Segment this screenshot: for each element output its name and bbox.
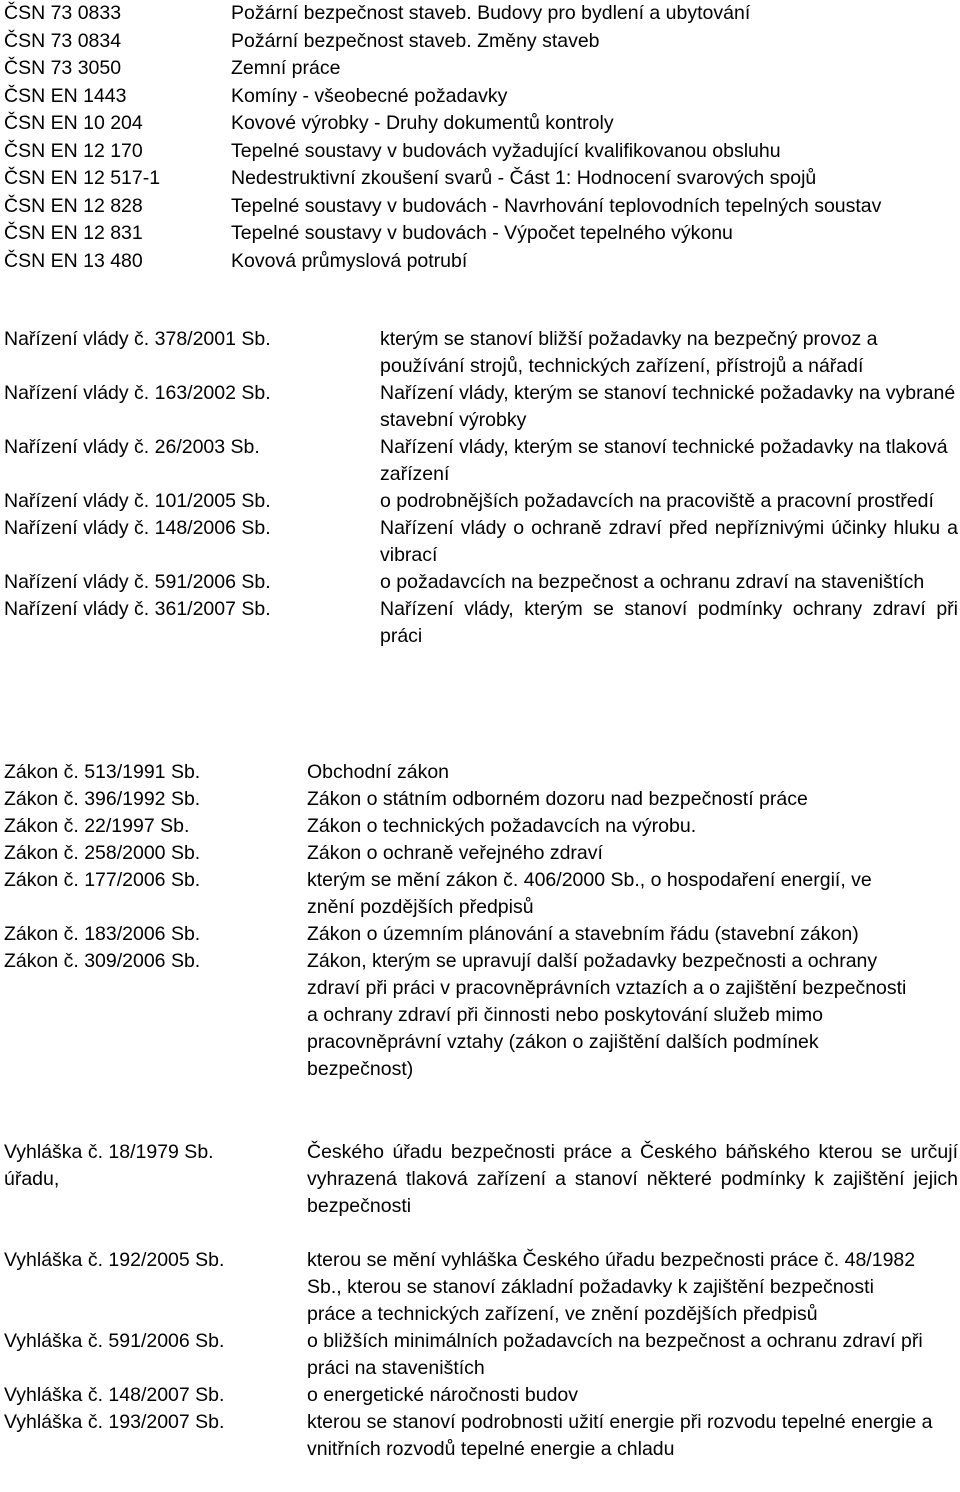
list-item [4,1247,960,1328]
law-code: Zákon č. 183/2006 Sb. [4,923,201,945]
decrees-list [4,1139,960,1463]
list-item [4,193,960,221]
regulation-code: Nařízení vlády č. 361/2007 Sb. [4,598,271,620]
decree-code-continuation: úřadu, [4,1168,60,1190]
standard-title: Požární bezpečnost staveb. Budovy pro bydlení a ubytování [231,2,751,24]
standard-code: ČSN EN 12 831 [4,222,143,244]
csn-standards-list [4,0,960,275]
law-code: Zákon č. 396/1992 Sb. [4,788,201,810]
decree-code [4,1139,307,1193]
list-item [4,83,960,111]
list-item [4,220,960,248]
list-item [4,380,960,434]
regulation-code: Nařízení vlády č. 591/2006 Sb. [4,571,271,593]
standard-title: Tepelné soustavy v budovách - Výpočet tepelného výkonu [231,222,733,244]
list-item [4,840,960,867]
decree-title: kterou se stanoví podrobnosti užití energie při rozvodu tepelné energie a vnitřních rozvodů tepelné energie a chladu [307,1411,933,1460]
list-item [4,0,960,28]
list-item [4,1328,960,1382]
decree-title: kterou se mění vyhláška Českého úřadu bezpečnosti práce č. 48/1982 Sb., kterou se stanoví základní požadavky k zajištění bezpečnosti práce a technických zařízení, ve znění pozdějších předpisů [307,1249,916,1325]
law-title: kterým se mění zákon č. 406/2000 Sb., o hospodaření energií, ve znění pozdějších předpisů [307,869,872,918]
list-item [4,948,960,1083]
standard-code: ČSN EN 1443 [4,84,127,107]
list-item [4,55,960,83]
list-item [4,1139,960,1220]
decree-code-line: Vyhláška č. 18/1979 Sb. [4,1141,214,1163]
list-item [4,488,960,515]
standard-code: ČSN EN 13 480 [4,249,143,272]
list-item [4,1409,960,1463]
standard-code: ČSN 73 0834 [4,29,122,52]
regulation-title: Nařízení vlády, kterým se stanoví technické požadavky na vybrané stavební výrobky [380,382,956,431]
list-item [4,515,960,569]
list-item [4,138,960,166]
list-item [4,813,960,840]
list-item [4,248,960,276]
regulation-code: Nařízení vlády č. 101/2005 Sb. [4,490,271,512]
regulation-title: o podrobnějších požadavcích na pracoviště a pracovní prostředí [380,490,934,512]
standard-title: Kovové výrobky - Druhy dokumentů kontroly [231,112,614,134]
law-title: Zákon o technických požadavcích na výrobu. [307,815,697,837]
regulation-code: Nařízení vlády č. 148/2006 Sb. [4,517,271,539]
decree-code: Vyhláška č. 148/2007 Sb. [4,1384,225,1406]
standard-code: ČSN EN 12 517-1 [4,167,161,189]
regulation-code: Nařízení vlády č. 378/2001 Sb. [4,328,271,350]
standard-title: Kovová průmyslová potrubí [231,249,468,272]
decree-code: Vyhláška č. 192/2005 Sb. [4,1249,225,1271]
law-code: Zákon č. 513/1991 Sb. [4,761,201,783]
decree-code: Vyhláška č. 591/2006 Sb. [4,1330,225,1352]
law-title: Obchodní zákon [307,761,450,783]
government-regulations-list [4,326,960,650]
decree-code: Vyhláška č. 193/2007 Sb. [4,1411,225,1433]
standard-code: ČSN 73 3050 [4,57,122,79]
law-code: Zákon č. 258/2000 Sb. [4,842,201,864]
standard-code: ČSN 73 0833 [4,2,122,24]
law-title: Zákon, kterým se upravují další požadavky bezpečnosti a ochrany zdraví při práci v pracovněprávních vztazích a o zajištění bezpečnosti a ochrany zdraví při činnosti nebo poskytování služeb mimo pracovněprávní vztahy (zákon o zajištění dalších podmínek bezpečnost) [307,950,907,1080]
list-item [4,786,960,813]
list-item [4,326,960,380]
decree-title: o bližších minimálních požadavcích na bezpečnost a ochranu zdraví při práci na staveništích [307,1330,923,1379]
law-code: Zákon č. 309/2006 Sb. [4,950,201,972]
regulation-title: o požadavcích na bezpečnost a ochranu zdraví na staveništích [380,571,925,593]
list-item [4,867,960,921]
standard-title: Komíny - všeobecné požadavky [231,84,508,107]
standard-code: ČSN EN 12 170 [4,139,143,162]
list-item [4,165,960,193]
list-item [4,434,960,488]
regulation-title: kterým se stanoví bližší požadavky na bezpečný provoz a používání strojů, technických zařízení, přístrojů a nářadí [380,328,878,377]
standard-title: Požární bezpečnost staveb. Změny staveb [231,29,600,52]
standard-code: ČSN EN 12 828 [4,194,143,217]
regulation-title: Nařízení vlády, kterým se stanoví podmínky ochrany zdraví při práci [380,598,958,647]
list-item [4,28,960,56]
decree-title: Českého úřadu bezpečnosti práce a Českého báňského kterou se určují vyhrazená tlaková zařízení a stanoví některé podmínky k zajištění jejich bezpečnosti [307,1141,958,1217]
standard-title: Tepelné soustavy v budovách - Navrhování teplovodních tepelných soustav [231,194,882,217]
regulation-title: Nařízení vlády o ochraně zdraví před nepříznivými účinky hluku a vibrací [380,517,958,566]
list-item [4,1382,960,1409]
list-item [4,110,960,138]
law-code: Zákon č. 177/2006 Sb. [4,869,201,891]
list-item [4,596,960,650]
law-code: Zákon č. 22/1997 Sb. [4,815,190,837]
standard-code: ČSN EN 10 204 [4,112,143,134]
standard-title: Zemní práce [231,57,341,79]
list-item [4,921,960,948]
laws-list [4,759,960,1083]
law-title: Zákon o státním odborném dozoru nad bezpečností práce [307,788,808,810]
standard-title: Nedestruktivní zkoušení svarů - Část 1: Hodnocení svarových spojů [231,167,817,189]
decree-title: o energetické náročnosti budov [307,1384,579,1406]
law-title: Zákon o územním plánování a stavebním řádu (stavební zákon) [307,923,859,945]
law-title: Zákon o ochraně veřejného zdraví [307,842,603,864]
list-item [4,759,960,786]
list-item [4,569,960,596]
standard-title: Tepelné soustavy v budovách vyžadující kvalifikovanou obsluhu [231,139,781,162]
regulation-title: Nařízení vlády, kterým se stanoví technické požadavky na tlaková zařízení [380,436,948,485]
regulation-code: Nařízení vlády č. 26/2003 Sb. [4,436,260,458]
regulation-code: Nařízení vlády č. 163/2002 Sb. [4,382,271,404]
